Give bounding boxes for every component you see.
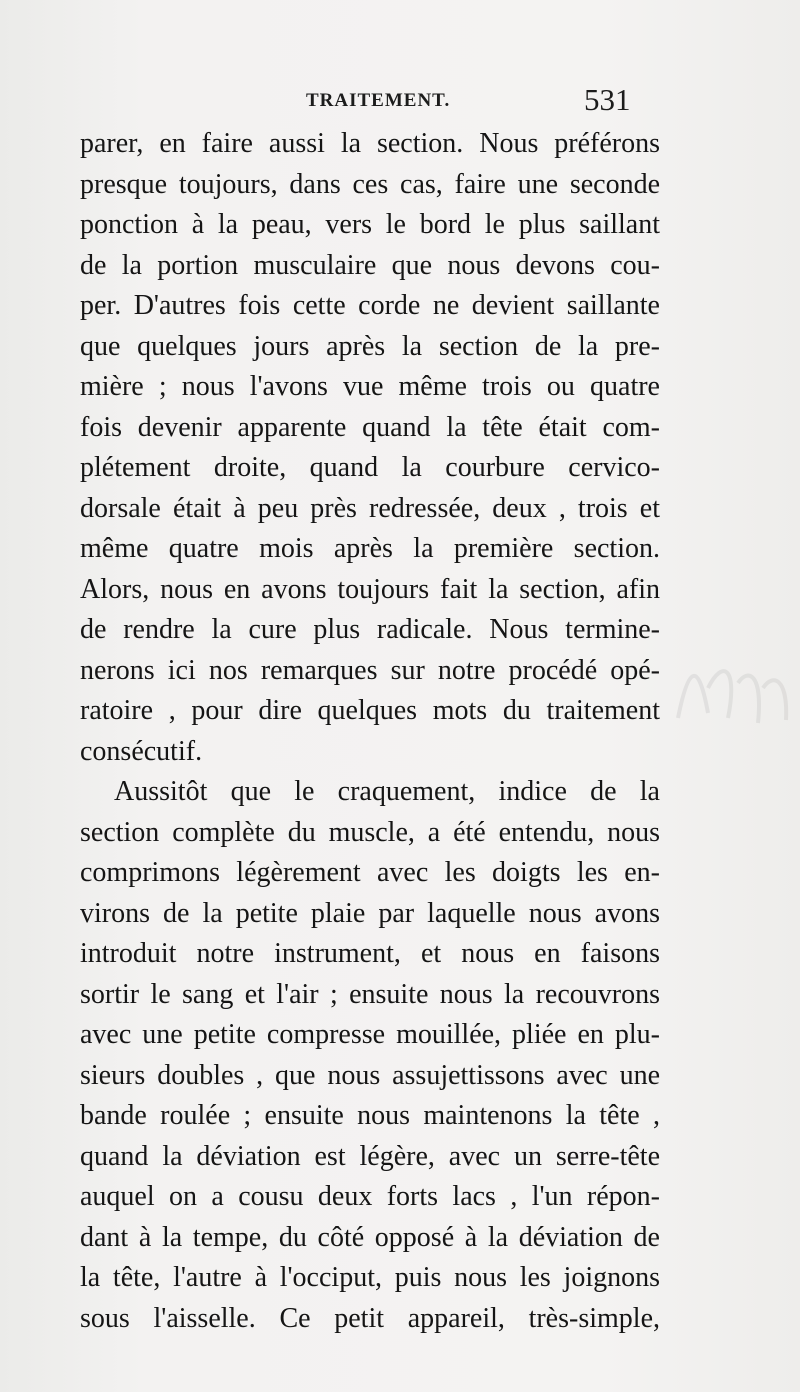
- text-line: ratoire , pour dire quelques mots du traitement: [80, 695, 660, 726]
- body-text: [80, 124, 660, 1339]
- text-line: per. D'autres fois cette corde ne devient saillante: [80, 290, 660, 321]
- text-line: sieurs doubles , que nous assujettissons avec une: [80, 1059, 660, 1091]
- text-line: bande roulée ; ensuite nous maintenons la tête ,: [80, 1100, 660, 1131]
- text-line: plétement droite, quand la courbure cervico-: [80, 452, 660, 483]
- text-line: Aussitôt que le craquement, indice de la: [114, 776, 660, 807]
- page-header: [0, 82, 800, 122]
- running-head: TRAITEMENT.: [306, 90, 451, 111]
- text-line: avec une petite compresse mouillée, pliée en plu-: [80, 1019, 660, 1050]
- show-through-mark: [668, 628, 800, 748]
- text-line: section complète du muscle, a été entendu, nous: [80, 816, 660, 848]
- text-line: sortir le sang et l'air ; ensuite nous la recouvrons: [80, 978, 660, 1010]
- text-line: ponction à la peau, vers le bord le plus saillant: [80, 209, 660, 240]
- text-line: de rendre la cure plus radicale. Nous termine-: [80, 614, 660, 645]
- text-line: dant à la tempe, du côté opposé à la déviation de: [80, 1221, 660, 1253]
- text-line: presque toujours, dans ces cas, faire une seconde: [80, 168, 660, 200]
- text-line: quand la déviation est légère, avec un serre-tête: [80, 1140, 660, 1172]
- text-line: comprimons légèrement avec les doigts les en-: [80, 857, 660, 888]
- text-line: virons de la petite plaie par laquelle nous avons: [80, 897, 660, 929]
- text-line: mière ; nous l'avons vue même trois ou quatre: [80, 371, 660, 402]
- page-number: 531: [584, 82, 631, 117]
- text-line: parer, en faire aussi la section. Nous préférons: [80, 128, 660, 159]
- text-line: consécutif.: [80, 735, 203, 767]
- text-line: sous l'aisselle. Ce petit appareil, très-simple,: [80, 1302, 660, 1334]
- text-line: introduit notre instrument, et nous en faisons: [80, 938, 660, 969]
- text-line: dorsale était à peu près redressée, deux , trois et: [80, 492, 660, 524]
- text-line: de la portion musculaire que nous devons cou-: [80, 249, 660, 281]
- text-line: fois devenir apparente quand la tête était com-: [80, 411, 660, 443]
- text-line: nerons ici nos remarques sur notre procédé opé-: [80, 654, 660, 686]
- text-line: Alors, nous en avons toujours fait la section, afin: [80, 573, 660, 605]
- text-line: que quelques jours après la section de la pre-: [80, 330, 660, 362]
- text-line: auquel on a cousu deux forts lacs , l'un répon-: [80, 1181, 660, 1212]
- text-line: même quatre mois après la première section.: [80, 533, 660, 564]
- text-line: la tête, l'autre à l'occiput, puis nous les joignons: [80, 1262, 660, 1293]
